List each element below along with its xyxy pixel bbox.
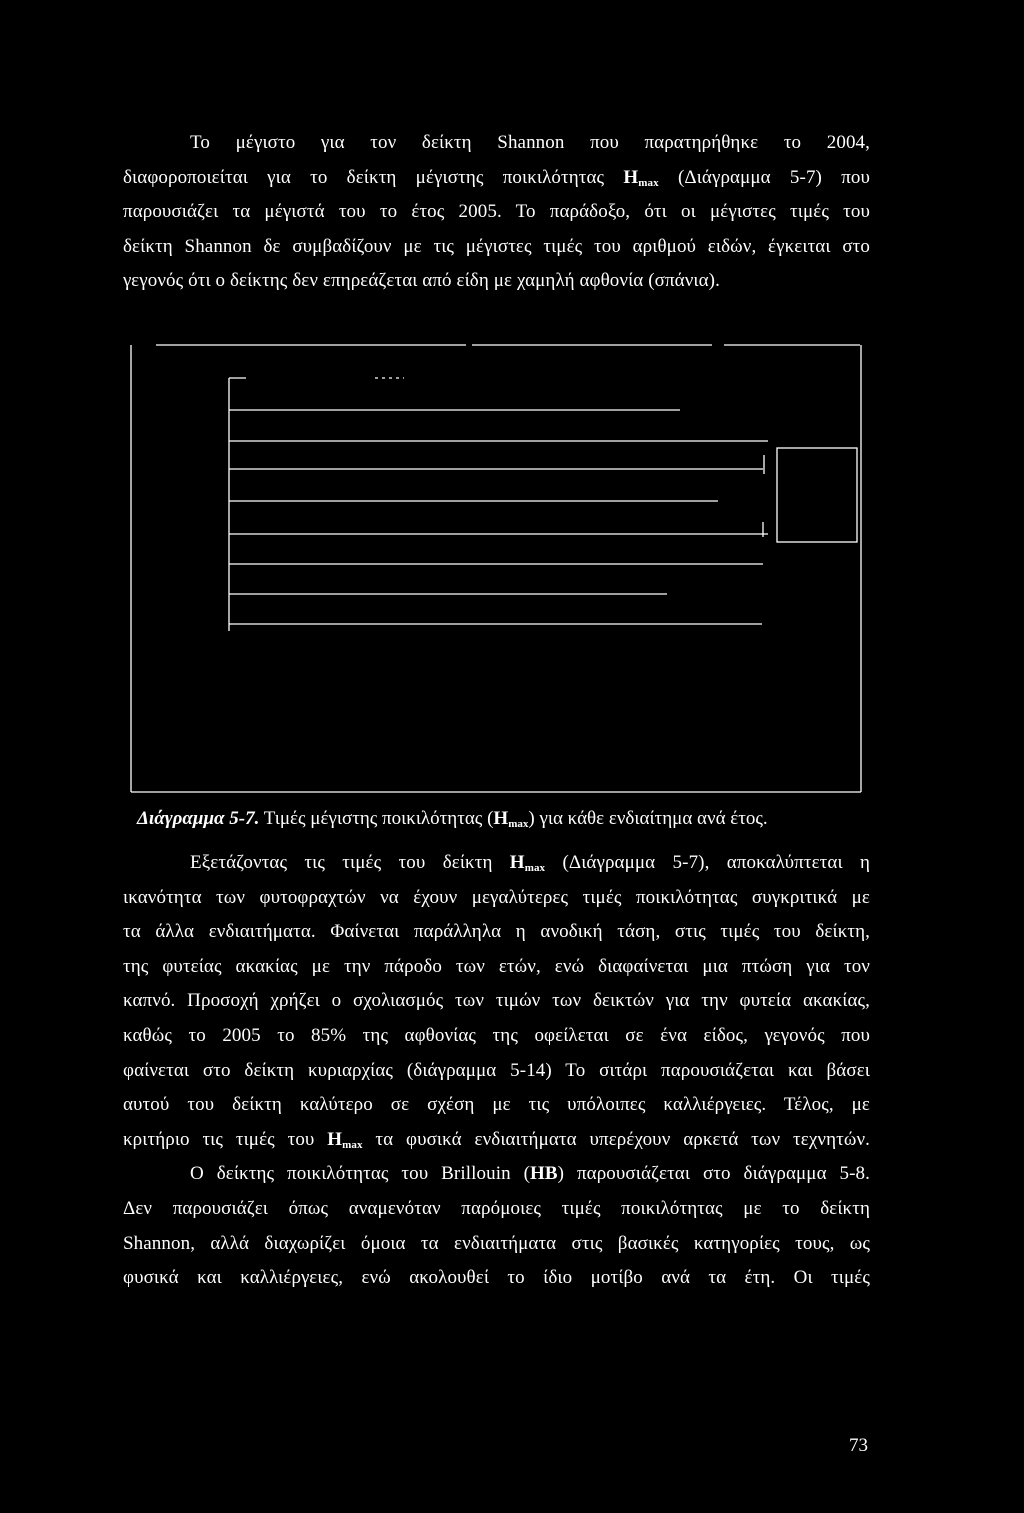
hmax-symbol: $H_{max}$: [493, 808, 529, 830]
paragraph-line: Δεν παρουσιάζει όπως αναμενόταν παρόμοιες τιμές ποικιλότητας με το δείκτη: [123, 1197, 870, 1219]
caption-text: Τιμές μέγιστης ποικιλότητας (: [259, 808, 494, 829]
caption-text: ) για κάθε ενδιαίτημα ανά έτος.: [528, 808, 768, 829]
paragraph-line: Shannon, αλλά διαχωρίζει όμοια τα ενδιαιτήματα στις βασικές κατηγορίες τους, ως: [123, 1232, 870, 1254]
paragraph-line: Εξετάζοντας τις τιμές του δείκτη $H_{max}$ (Διάγραμμα 5-7), αποκαλύπτεται η: [190, 852, 870, 874]
paragraph-line: φυσικά και καλλιέργειες, ενώ ακολουθεί το ίδιο μοτίβο ανά τα έτη. Οι τιμές: [123, 1267, 870, 1289]
paragraph-line: Το μέγιστο για τον δείκτη Shannon που παρατηρήθηκε το 2004,: [190, 132, 870, 153]
paragraph-line: καθώς το 2005 το 85% της αφθονίας της οφείλεται σε ένα είδος, γεγονός που: [123, 1024, 870, 1046]
paragraph-line: καπνό. Προσοχή χρήζει ο σχολιασμός των τιμών των δεικτών για την φυτεία ακακίας,: [123, 990, 870, 1012]
hb-symbol: HB: [530, 1163, 558, 1185]
intro-paragraph: [123, 126, 870, 299]
paragraph-line: γεγονός ότι ο δείκτης δεν επηρεάζεται από είδη με χαμηλή αφθονία (σπάνια).: [123, 270, 720, 292]
hmax-symbol: $H_{max}$: [623, 166, 659, 189]
hmax-symbol: $H_{max}$: [509, 852, 546, 874]
diagram-line-art: [131, 345, 861, 792]
line-text: (Διάγραμμα 5-7) που: [658, 166, 870, 188]
figure-caption: [137, 806, 768, 832]
paragraph-line: αυτού του δείκτη καλύτερο σε σχέση με τις υπόλοιπες καλλιέργειες. Τέλος, με: [123, 1094, 870, 1116]
paragraph-line: τα άλλα ενδιαιτήματα. Φαίνεται παράλληλα η ανοδική τάση, στις τιμές του δείκτη,: [123, 921, 870, 943]
paragraph-line: [123, 161, 870, 196]
paragraph-line: κριτήριο τις τιμές του $H_{max}$ τα φυσικά ενδιαιτήματα υπερέχουν αρκετά των τεχνητών.: [123, 1128, 870, 1151]
caption-label: Διάγραμμα 5-7.: [137, 808, 260, 829]
paragraph-line: παρουσιάζει τα μέγιστά του το έτος 2005. Το παράδοξο, ότι οι μέγιστες τιμές του: [123, 201, 870, 223]
paragraph-line: της φυτείας ακακίας με την πάροδο των ετών, ενώ διαφαίνεται μια πτώση για τον: [123, 955, 870, 977]
paragraph-line: φαίνεται στο δείκτη κυριαρχίας (διάγραμμα 5-14) Το σιτάρι παρουσιάζεται και βάσει: [123, 1059, 870, 1081]
paragraph-line: Ο δείκτης ποικιλότητας του Brillouin (HB) παρουσιάζεται στο διάγραμμα 5-8.: [190, 1163, 870, 1185]
line-text: διαφοροποιείται για το δείκτη μέγιστης ποικιλότητας: [123, 166, 624, 188]
page-number: 73: [849, 1435, 868, 1456]
paragraph-line: δείκτη Shannon δε συμβαδίζουν με τις μέγιστες τιμές του αριθμού ειδών, έγκειται στο: [123, 235, 870, 257]
paragraph-line: ικανότητα των φυτοφραχτών να έχουν μεγαλύτερες τιμές ποικιλότητας συγκριτικά με: [123, 886, 870, 908]
discussion-paragraph: [123, 846, 870, 1296]
hmax-symbol: $H_{max}$: [327, 1128, 363, 1151]
